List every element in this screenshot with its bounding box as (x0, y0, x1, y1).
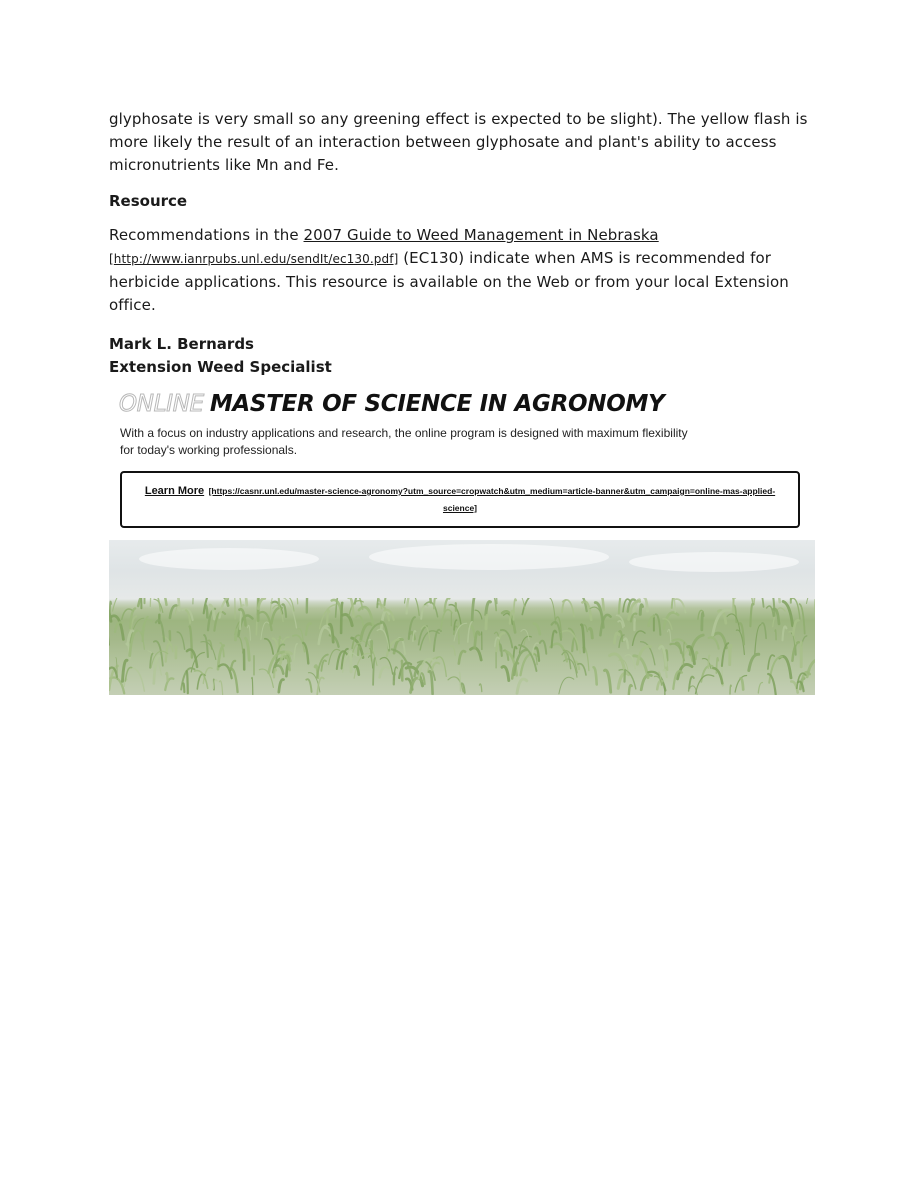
corn-leaf (227, 598, 247, 602)
banner-title-online: ONLINE (119, 391, 204, 417)
corn-leaf (235, 598, 236, 619)
banner-description: With a focus on industry applications and research, the online program is designed with maximum flexibility for today's working professionals. (120, 426, 688, 457)
guide-link[interactable]: 2007 Guide to Weed Management in Nebraska (303, 226, 659, 244)
corn-leaf (128, 668, 145, 692)
corn-leaf (749, 654, 759, 670)
corn-leaf (594, 667, 597, 684)
corn-leaf (618, 621, 623, 628)
corn-leaf (294, 644, 297, 661)
corn-leaf (605, 670, 611, 692)
corn-leaf (358, 647, 359, 655)
corn-leaf (193, 598, 195, 604)
corn-leaf (321, 660, 326, 670)
agronomy-banner (109, 389, 815, 695)
corn-leaf (559, 677, 574, 694)
corn-leaf (206, 606, 207, 618)
corn-leaf (470, 626, 475, 637)
author-title: Extension Weed Specialist (109, 358, 332, 376)
corn-leaf (244, 650, 245, 670)
corn-leaf (343, 614, 353, 625)
corn-leaf (421, 605, 427, 619)
corn-leaf (807, 598, 816, 604)
corn-leaf (236, 630, 238, 640)
corn-leaf (282, 604, 286, 617)
corn-leaf (472, 598, 476, 621)
corn-leaf (468, 622, 472, 642)
corn-leaf (581, 625, 584, 652)
corn-leaf (656, 614, 661, 634)
corn-leaf (252, 677, 253, 695)
corn-leaf (125, 667, 131, 681)
corn-leaf (574, 598, 586, 611)
corn-leaf (727, 614, 740, 631)
corn-leaf (750, 604, 753, 626)
guide-url-link[interactable]: http://www.ianrpubs.unl.edu/sendIt/ec130.pdf (113, 252, 394, 266)
corn-leaf (394, 673, 395, 685)
cloud-shape (629, 552, 799, 572)
corn-leaf (451, 646, 456, 655)
corn-leaf (454, 620, 457, 630)
corn-leaf (475, 610, 482, 619)
corn-leaf (366, 623, 382, 646)
article-body (109, 108, 815, 695)
corn-leaf (475, 632, 480, 648)
corn-leaf (645, 598, 648, 611)
corn-leaf (341, 603, 342, 633)
corn-leaf (491, 598, 496, 611)
cloud-shape (369, 544, 609, 570)
corn-leaf (758, 682, 762, 693)
corn-leaf (589, 629, 592, 638)
corn-leaf (471, 648, 482, 660)
rec-prefix: Recommendations in the (109, 226, 304, 244)
corn-leaf (380, 667, 389, 678)
corn-leaf (241, 598, 246, 605)
corn-leaf (281, 598, 296, 628)
corn-leaf (756, 598, 763, 607)
corn-leaf (327, 610, 329, 625)
corn-leaf (411, 598, 420, 615)
corn-leaf (755, 625, 761, 654)
corn-leaf (187, 671, 188, 693)
corn-leaf (634, 656, 648, 678)
corn-leaf (219, 664, 232, 678)
corn-leaf (713, 668, 722, 683)
corn-leaf (807, 659, 815, 677)
corn-leaf (154, 656, 160, 683)
cornfield-image (109, 540, 815, 695)
corn-leaf (429, 671, 432, 694)
corn-leaf (767, 606, 774, 616)
corn-rows-graphic (109, 598, 815, 695)
corn-leaf (762, 623, 766, 638)
corn-leaf (614, 633, 619, 643)
corn-leaf (279, 680, 284, 693)
corn-leaf (624, 638, 628, 648)
corn-leaf (178, 598, 180, 610)
author-block (109, 333, 815, 379)
corn-leaf (779, 656, 791, 678)
corn-leaf (317, 677, 324, 695)
corn-leaf (432, 663, 439, 671)
corn-leaf (640, 605, 642, 614)
corn-leaf (273, 639, 278, 648)
corn-leaf (248, 625, 251, 640)
corn-leaf (775, 598, 779, 602)
corn-leaf (306, 623, 311, 635)
corn-leaf (625, 670, 626, 682)
corn-leaf (405, 598, 415, 603)
corn-leaf (259, 669, 273, 687)
corn-leaf (783, 626, 787, 640)
corn-leaf (402, 661, 403, 681)
rec-suffix: (EC130) indicate when AMS is recommended for herbicide applications. This resource is available on the Web or from your local Extension office. (109, 249, 789, 314)
corn-leaf (204, 635, 208, 657)
url-close-bracket: ] (393, 252, 399, 266)
corn-leaf (610, 654, 625, 670)
corn-leaf (730, 685, 731, 694)
corn-leaf (629, 685, 632, 695)
corn-leaf (384, 598, 388, 605)
corn-leaf (572, 638, 575, 652)
corn-leaf (783, 602, 792, 626)
corn-leaf (514, 647, 517, 658)
paragraph-glyphosate: glyphosate is very small so any greening effect is expected to be slight). The yellow flash is more likely the result of an interaction between glyphosate and plant's ability to access micronutrients like Mn and Fe. (109, 110, 808, 174)
corn-leaf (739, 623, 744, 644)
corn-leaf (165, 678, 173, 690)
corn-leaf (258, 612, 272, 630)
corn-leaf (479, 684, 481, 692)
corn-leaf (696, 652, 698, 659)
corn-leaf (457, 622, 459, 643)
resource-heading: Resource (109, 192, 188, 210)
corn-leaf (675, 599, 685, 612)
corn-leaf (307, 598, 308, 613)
corn-leaf (517, 679, 527, 693)
corn-leaf (730, 645, 732, 664)
corn-leaf (436, 657, 446, 677)
corn-leaf (183, 683, 184, 692)
corn-leaf (306, 679, 311, 692)
corn-leaf (741, 678, 744, 689)
corn-leaf (407, 598, 414, 613)
corn-leaf (769, 657, 782, 683)
corn-leaf (274, 669, 276, 678)
corn-leaf (190, 627, 192, 658)
corn-leaf (486, 615, 487, 629)
corn-leaf (659, 646, 666, 665)
corn-leaf (246, 638, 250, 660)
corn-leaf (695, 675, 713, 694)
corn-leaf (619, 598, 623, 613)
corn-leaf (664, 670, 667, 677)
corn-leaf (459, 651, 465, 664)
corn-leaf (775, 630, 776, 640)
learn-more-label[interactable]: Learn More (144, 485, 205, 497)
corn-leaf (550, 598, 556, 624)
corn-leaf (641, 675, 651, 690)
corn-leaf (709, 637, 719, 648)
learn-more-button[interactable] (120, 471, 800, 528)
corn-leaf (441, 610, 452, 630)
corn-leaf (502, 666, 509, 680)
corn-leaf (238, 637, 243, 650)
corn-leaf (177, 632, 184, 649)
corn-leaf (668, 629, 671, 642)
corn-leaf (370, 648, 372, 660)
corn-leaf (278, 598, 279, 607)
corn-leaf (356, 616, 363, 626)
corn-leaf (793, 620, 798, 634)
corn-leaf (540, 641, 546, 654)
banner-title (119, 389, 815, 419)
corn-leaf (150, 598, 152, 606)
corn-leaf (265, 639, 273, 654)
banner-title-program: MASTER OF SCIENCE IN AGRONOMY (209, 391, 665, 417)
corn-leaf (534, 624, 540, 635)
corn-leaf (296, 598, 298, 604)
url-open-bracket: [ (109, 252, 114, 266)
corn-leaf (514, 599, 517, 620)
corn-leaf (166, 673, 167, 681)
corn-leaf (350, 652, 351, 672)
corn-leaf (219, 681, 222, 695)
corn-leaf (633, 631, 646, 645)
learn-more-url[interactable]: [https://casnr.unl.edu/master-science-agronomy?utm_source=cropwatch&utm_medium=article-banner&utm_campaign=online-mas-applied-science] (208, 486, 776, 513)
corn-leaf (702, 613, 703, 630)
author-name: Mark L. Bernards (109, 335, 254, 353)
corn-leaf (595, 603, 603, 628)
corn-leaf (754, 598, 757, 604)
corn-leaf (261, 622, 269, 639)
corn-leaf (486, 602, 491, 615)
corn-leaf (373, 658, 375, 685)
cloud-shape (139, 548, 319, 570)
paragraph-recommendations (109, 224, 815, 317)
corn-leaf (741, 598, 752, 602)
